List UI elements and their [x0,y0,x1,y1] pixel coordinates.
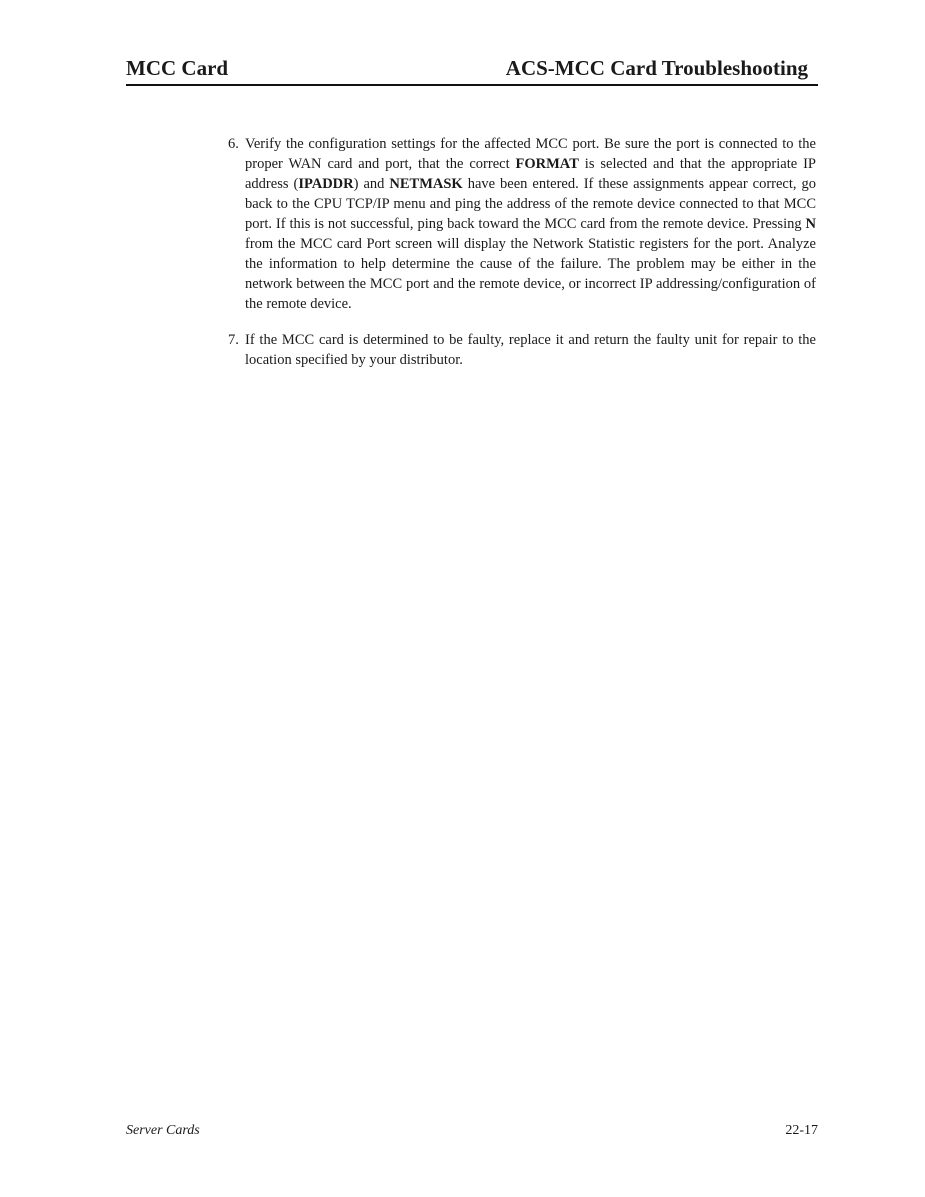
page-footer [126,1121,818,1141]
format-keyword: FORMAT [515,156,579,172]
chapter-title: MCC Card [126,56,229,80]
footer-section-name: Server Cards [126,1123,200,1138]
netmask-keyword: NETMASK [389,176,463,192]
step-7 [228,330,816,370]
step-text: ) and [353,176,390,192]
step-6 [228,134,816,314]
step-text: If the MCC card is determined to be faulty, replace it and return the faulty unit for repair to the location specified by your distributor. [245,332,816,368]
step-number: 7. [228,332,239,348]
step-text: Verify the configuration settings for the affected MCC port. Be sure the port is connected to the proper WAN card and port, that the correct [245,136,816,172]
page-number: 22-17 [785,1123,818,1138]
step-text: is selected and that the appropriate IP address ( [245,156,816,192]
step-number: 6. [228,136,239,152]
n-key-keyword: N [805,216,816,232]
page-header [126,54,818,86]
step-text: from the MCC card Port screen will display the Network Statistic registers for the port. Analyze the information to help determine the cause of the failure. The problem may be either in the network between the MCC port and the remote device, or incorrect IP addressing/configuration of the remote device. [245,236,816,312]
ipaddr-keyword: IPADDR [298,176,354,192]
section-title: ACS-MCC Card Troubleshooting [505,56,808,80]
page-body [228,134,816,370]
step-text: have been entered. If these assignments appear correct, go back to the CPU TCP/IP menu and ping the address of the remote device connected to that MCC port. If this is not successful, ping back toward the MCC card from the remote device. Pressing [245,176,816,232]
